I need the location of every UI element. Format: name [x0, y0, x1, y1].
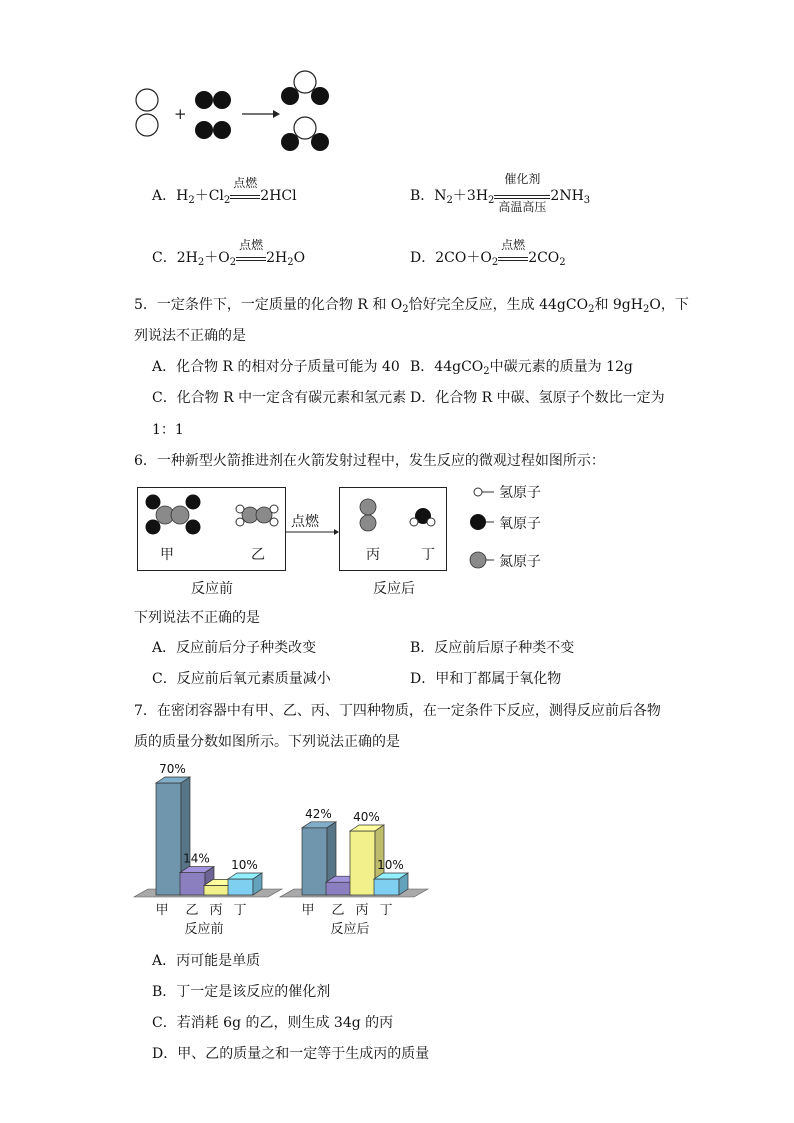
- q7-bar-charts: [130, 755, 440, 945]
- chart-title: 反应前: [184, 922, 224, 937]
- bar-丁: [374, 879, 399, 895]
- q5-option-a[interactable]: A．化合物 R 的相对分子质量可能为 40: [152, 359, 400, 375]
- black-atom: [311, 87, 329, 105]
- q4-option-d[interactable]: D．$2CO+O_2$ 点燃 $2CO_2$: [410, 238, 566, 268]
- q6-option-b[interactable]: B．反应前后原子种类不变: [410, 640, 575, 656]
- q6-label-yi: 乙: [251, 547, 265, 563]
- tick-label: 丁: [379, 903, 393, 918]
- chart-title: 反应后: [330, 922, 370, 937]
- q5-stem-line1: 5．一定条件下，一定质量的化合物 R 和 $O_2$恰好完全反应，生成 44gCO$_2$和 $9gH_2O$，下: [134, 297, 689, 315]
- black-atom: [281, 133, 299, 151]
- q4-option-c[interactable]: C．$2H_2+O_2$ 点燃 $2H_2O$: [152, 238, 306, 268]
- bar-丁: [228, 879, 253, 895]
- bar-乙: [180, 873, 205, 895]
- svg-text:+: +: [174, 105, 187, 123]
- data-label: 40%: [353, 810, 380, 824]
- q5-option-c[interactable]: C．化合物 R 中一定含有碳元素和氢元素: [152, 390, 407, 406]
- reaction-equals-sign: 点燃: [498, 248, 528, 268]
- bar-甲: [156, 783, 181, 895]
- black-atom: [213, 121, 231, 139]
- tick-label: 丙: [209, 903, 223, 918]
- white-atom: [136, 114, 158, 136]
- data-label: 14%: [183, 851, 210, 866]
- black-atom: [311, 133, 329, 151]
- q7-option-d[interactable]: D．甲、乙的质量之和一定等于生成丙的质量: [152, 1046, 430, 1062]
- q6-label-jia: 甲: [160, 547, 174, 563]
- legend-hydrogen: 氢原子: [499, 485, 541, 501]
- data-label: 70%: [159, 762, 186, 776]
- q7-option-b[interactable]: B．丁一定是该反应的催化剂: [152, 984, 331, 1000]
- legend-nitrogen: 氮原子: [499, 554, 541, 570]
- q7-option-a[interactable]: A．丙可能是单质: [152, 953, 261, 969]
- black-atom: [195, 121, 213, 139]
- q7-stem-line1: 7．在密闭容器中有甲、乙、丙、丁四种物质，在一定条件下反应，测得反应前后各物: [134, 703, 661, 719]
- nitrogen-atom-icon: [470, 552, 486, 568]
- tick-label: 甲: [301, 903, 315, 918]
- q5-option-b[interactable]: B．44gCO$_2$中碳元素的质量为 12g: [410, 359, 633, 377]
- reaction-equals-sign: 点燃: [236, 248, 266, 268]
- white-atom: [294, 117, 316, 139]
- q6-stem: 6．一种新型火箭推进剂在火箭发射过程中，发生反应的微观过程如图所示：: [134, 453, 605, 469]
- data-label: 10%: [231, 858, 258, 872]
- tick-label: 丁: [233, 903, 247, 918]
- reaction-equals-sign: 催化剂 高温高压: [494, 186, 550, 206]
- white-atom: [136, 89, 158, 111]
- black-atom: [213, 91, 231, 109]
- q5-option-d-cont: 1：1: [152, 422, 184, 438]
- q5-option-d[interactable]: D．化合物 R 中碳、氢原子个数比一定为: [410, 390, 665, 406]
- q6-after-label: 反应后: [373, 581, 415, 597]
- q4-option-a[interactable]: A．$H_2+Cl_2$ 点燃 2HCl: [152, 176, 297, 206]
- bar-丙: [204, 885, 229, 895]
- q6-label-bing: 丙: [366, 547, 380, 563]
- white-atom: [294, 71, 316, 93]
- bar-乙: [326, 882, 351, 895]
- data-label: 42%: [305, 806, 332, 821]
- tick-label: 乙: [331, 903, 345, 918]
- hydrogen-atom-icon: [474, 488, 482, 496]
- tick-label: 甲: [155, 903, 169, 918]
- tick-label: 乙: [185, 903, 199, 918]
- q6-before-label: 反应前: [191, 581, 233, 597]
- q4-molecule-diagram: [128, 68, 338, 158]
- q5-stem-line2: 列说法不正确的是: [134, 328, 246, 344]
- bar-甲: [302, 828, 327, 895]
- reaction-equals-sign: 点燃: [230, 186, 260, 206]
- black-atom: [281, 87, 299, 105]
- q6-option-a[interactable]: A．反应前后分子种类改变: [152, 640, 317, 656]
- q6-question: 下列说法不正确的是: [134, 610, 260, 626]
- q4-option-b[interactable]: B．$N_2+3H_2$ 催化剂 高温高压 $2NH_3$: [410, 172, 591, 214]
- q6-option-d[interactable]: D．甲和丁都属于氧化物: [410, 671, 562, 687]
- data-label: 10%: [377, 858, 404, 872]
- q6-label-ding: 丁: [421, 547, 435, 563]
- oxygen-atom-icon: [470, 514, 486, 530]
- tick-label: 丙: [355, 903, 369, 918]
- q7-stem-line2: 质的质量分数如图所示。下列说法正确的是: [134, 734, 400, 750]
- q6-arrow-label: 点燃: [291, 514, 319, 530]
- q6-option-c[interactable]: C．反应前后氧元素质量减小: [152, 671, 331, 687]
- black-atom: [195, 91, 213, 109]
- q7-option-c[interactable]: C．若消耗 6g 的乙，则生成 34g 的丙: [152, 1015, 394, 1031]
- bar-丙: [350, 831, 375, 895]
- legend-oxygen: 氧原子: [499, 516, 541, 532]
